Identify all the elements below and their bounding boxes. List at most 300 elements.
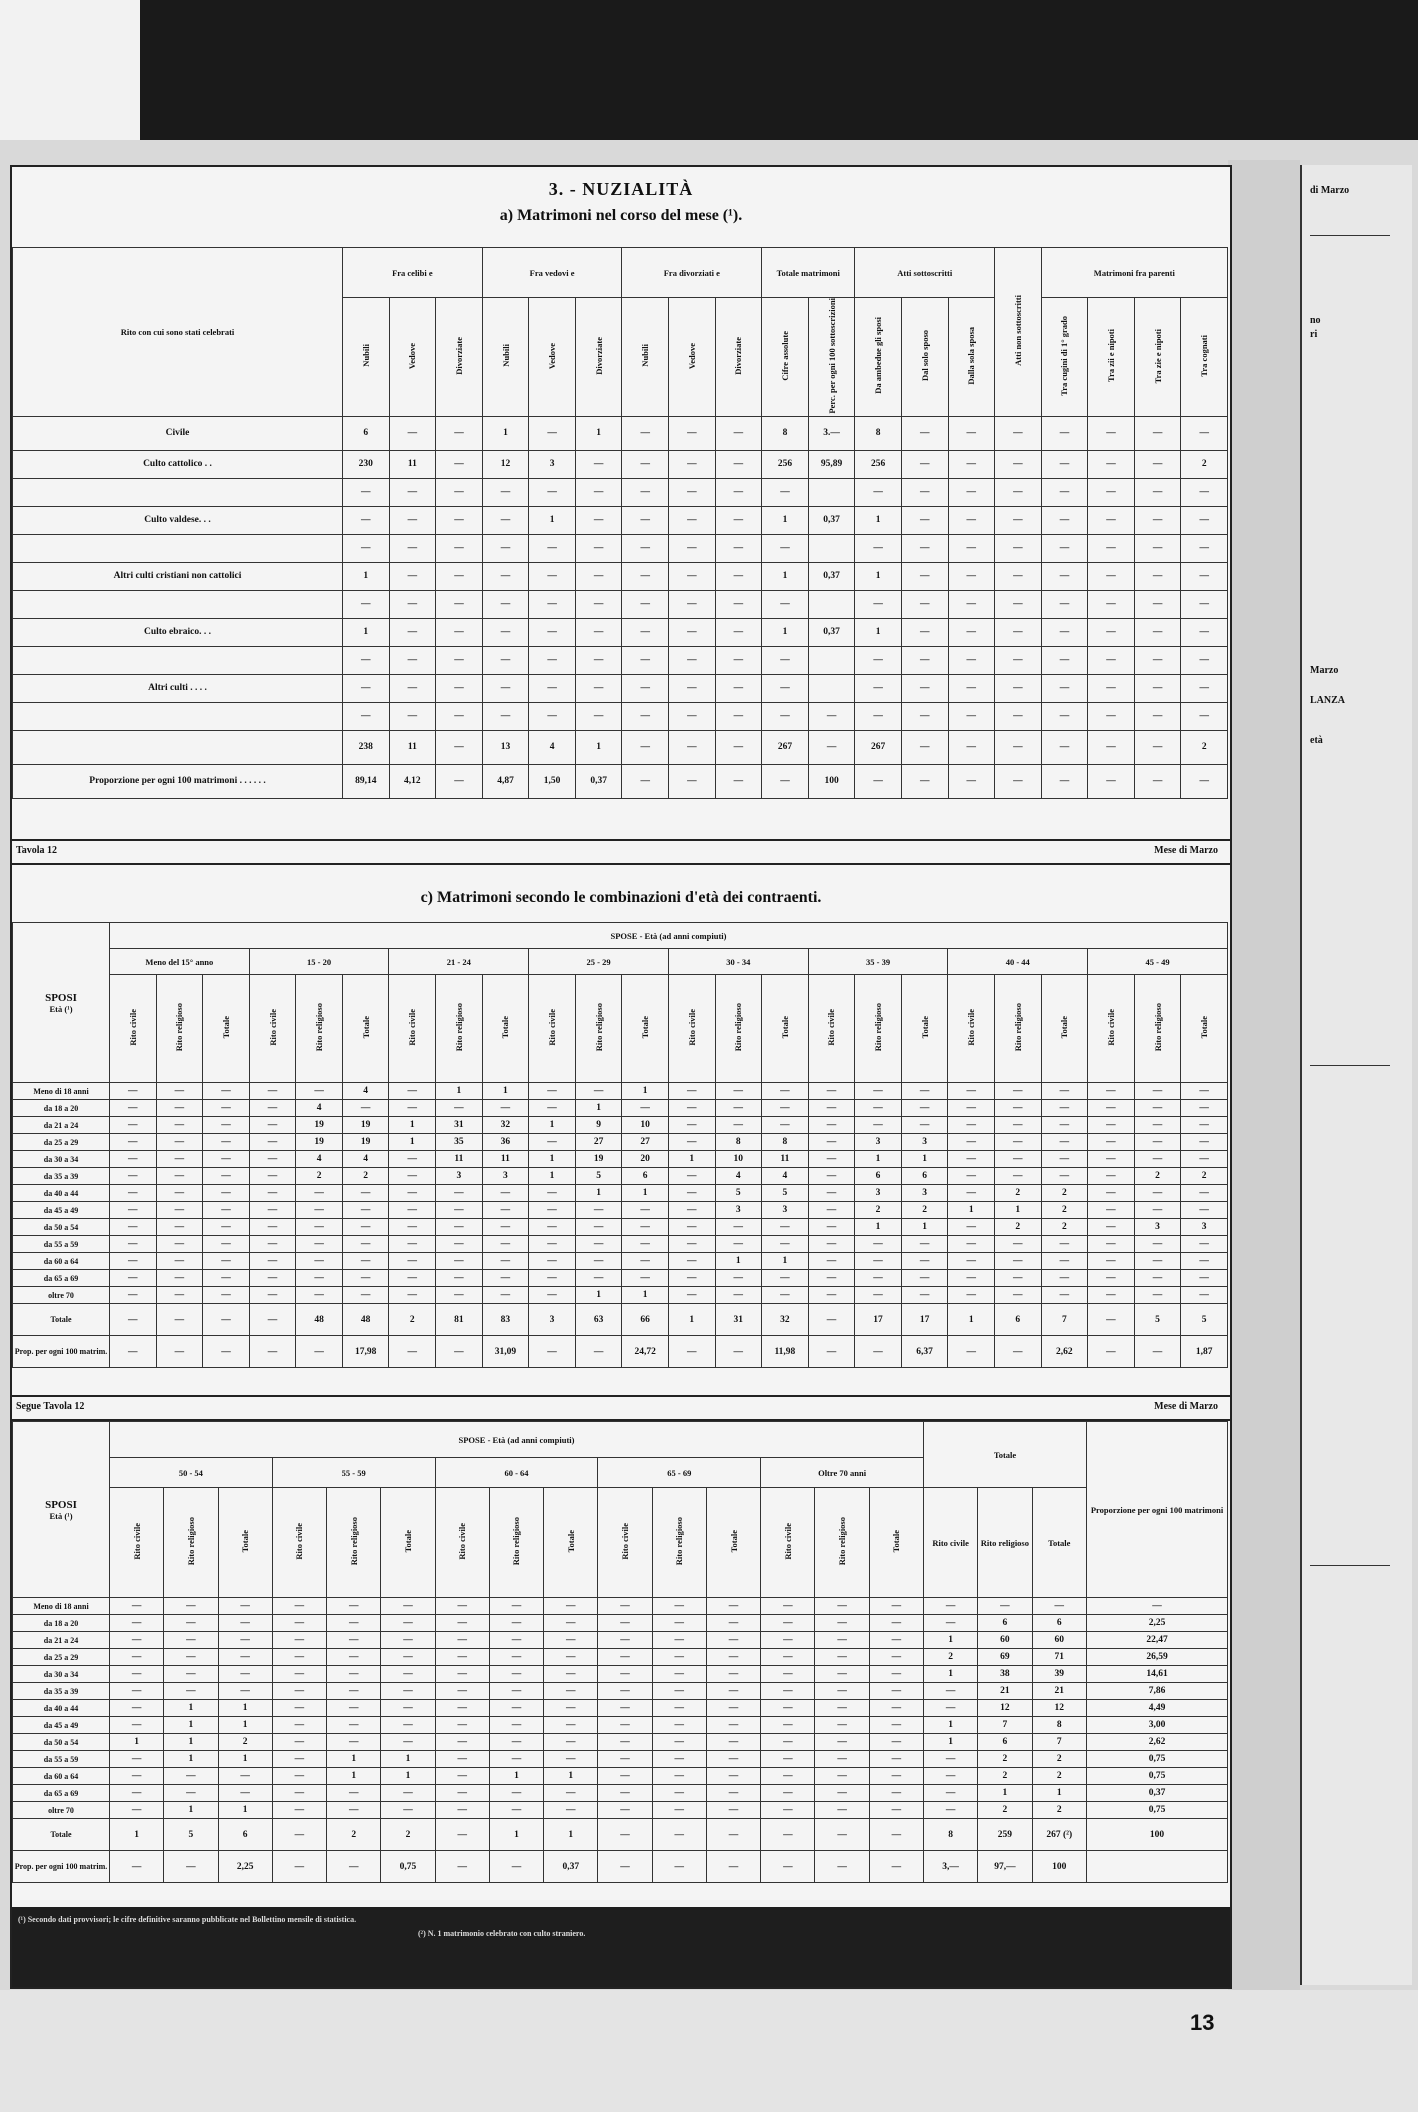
table-cell: — xyxy=(923,1615,977,1632)
table-cell: — xyxy=(808,1151,855,1168)
band-left: Segue Tavola 12 xyxy=(16,1401,85,1412)
table-cell: 267 (²) xyxy=(1032,1819,1086,1851)
table-cell: — xyxy=(652,1819,706,1851)
table-cell: 1 xyxy=(164,1802,218,1819)
table-cell: — xyxy=(808,1168,855,1185)
table-cell: — xyxy=(435,1785,489,1802)
table-cell: — xyxy=(110,1700,164,1717)
table-cell: — xyxy=(529,1219,576,1236)
table-cell: — xyxy=(296,1083,343,1100)
table-cell: — xyxy=(995,450,1042,478)
table-cell: — xyxy=(1088,1134,1135,1151)
table-cell: 1 xyxy=(762,562,809,590)
table-cell: — xyxy=(1088,1202,1135,1219)
table-cell: — xyxy=(715,534,762,562)
column-header xyxy=(855,298,902,417)
table-cell: — xyxy=(994,1270,1041,1287)
table-cell: — xyxy=(489,1649,543,1666)
row-label: da 60 a 64 xyxy=(13,1253,110,1270)
age-group-header: 65 - 69 xyxy=(598,1458,761,1488)
table-cell: — xyxy=(249,1219,296,1236)
table-cell: — xyxy=(815,1785,869,1802)
table-cell: — xyxy=(715,1100,762,1117)
table-cell: — xyxy=(575,478,622,506)
table-cell: — xyxy=(575,534,622,562)
table-cell: — xyxy=(342,1100,389,1117)
table-cell: — xyxy=(575,1219,622,1236)
table-cell: — xyxy=(436,764,483,798)
table-cell: — xyxy=(436,1100,483,1117)
table-cell: — xyxy=(575,674,622,702)
table-cell: — xyxy=(489,1632,543,1649)
table-row xyxy=(13,1851,1228,1883)
table-cell: 2 xyxy=(1181,1168,1228,1185)
table-cell: 63 xyxy=(575,1304,622,1336)
table-cell: — xyxy=(652,1717,706,1734)
table-cell: — xyxy=(164,1598,218,1615)
table-cell: — xyxy=(668,1185,715,1202)
table-cell: — xyxy=(110,1185,157,1202)
table-cell: — xyxy=(218,1598,272,1615)
table-cell: 1 xyxy=(715,1253,762,1270)
table-cell: — xyxy=(156,1253,203,1270)
table-cell: — xyxy=(1041,450,1088,478)
table-cell: — xyxy=(389,478,436,506)
table-cell: — xyxy=(272,1666,326,1683)
table-cell: — xyxy=(652,1768,706,1785)
table-cell: — xyxy=(156,1336,203,1368)
table-cell: — xyxy=(436,618,483,646)
table-cell: 6 xyxy=(994,1304,1041,1336)
group-header: Matrimoni fra parenti xyxy=(1041,248,1227,298)
document-page xyxy=(10,165,1232,1989)
table-cell: — xyxy=(815,1751,869,1768)
table-cell: — xyxy=(995,730,1042,764)
group-header: Totale matrimoni xyxy=(762,248,855,298)
sub-column-label: Rito civile xyxy=(826,1009,837,1046)
table-cell: — xyxy=(652,1785,706,1802)
spose-header: SPOSE - Età (ad anni compiuti) xyxy=(110,1422,924,1458)
table-cell: 0,75 xyxy=(381,1851,435,1883)
table-cell: 1 xyxy=(389,1117,436,1134)
table-cell: — xyxy=(529,1287,576,1304)
table-cell: 2 xyxy=(855,1202,902,1219)
table-cell: 60 xyxy=(978,1632,1032,1649)
adjacent-page-text: ri xyxy=(1310,329,1318,340)
table-cell: — xyxy=(203,1151,250,1168)
column-header xyxy=(1088,298,1135,417)
table-cell: — xyxy=(489,1734,543,1751)
table-cell: — xyxy=(436,1185,483,1202)
table-cell: — xyxy=(761,1802,815,1819)
table-cell: — xyxy=(156,1168,203,1185)
table-cell: 100 xyxy=(1087,1819,1228,1851)
table-cell: — xyxy=(342,1185,389,1202)
table-row xyxy=(13,764,1228,798)
table-cell: 48 xyxy=(296,1304,343,1336)
table-cell: — xyxy=(901,1083,948,1100)
table-cell: — xyxy=(1041,1270,1088,1287)
table-cell: — xyxy=(808,730,855,764)
table-cell: 12 xyxy=(978,1700,1032,1717)
table-cell: — xyxy=(761,1649,815,1666)
table-cell: — xyxy=(327,1615,381,1632)
sub-column-label: Rito religioso xyxy=(837,1517,848,1566)
table-cell: — xyxy=(544,1683,598,1700)
table-cell: — xyxy=(203,1100,250,1117)
age-group-header: 21 - 24 xyxy=(389,949,529,975)
table-cell: — xyxy=(622,702,669,730)
table-cell: — xyxy=(249,1151,296,1168)
table-cell: — xyxy=(575,590,622,618)
table-cell: — xyxy=(218,1683,272,1700)
table-cell: — xyxy=(706,1751,760,1768)
sub-column-label: Totale xyxy=(1059,1016,1070,1039)
column-header xyxy=(529,298,576,417)
table-row xyxy=(13,478,1228,506)
table-cell: 2 xyxy=(994,1219,1041,1236)
table-cell: 6 xyxy=(218,1819,272,1851)
table-cell: — xyxy=(652,1751,706,1768)
table-cell: — xyxy=(389,590,436,618)
table-cell: — xyxy=(869,1649,923,1666)
table-cell: — xyxy=(1088,646,1135,674)
table-cell: — xyxy=(1041,590,1088,618)
table-cell: — xyxy=(706,1819,760,1851)
table-cell: — xyxy=(482,618,529,646)
table-cell: — xyxy=(706,1683,760,1700)
adjacent-page-text: LANZA xyxy=(1310,695,1346,706)
table-cell: — xyxy=(1134,1236,1181,1253)
age-group-header: 35 - 39 xyxy=(808,949,948,975)
table-cell: — xyxy=(164,1785,218,1802)
sub-column-header xyxy=(489,1488,543,1598)
table-cell: — xyxy=(529,1253,576,1270)
table-cell: — xyxy=(110,1117,157,1134)
table-cell: — xyxy=(855,590,902,618)
sposi-header xyxy=(13,923,110,1083)
table-cell: — xyxy=(669,416,716,450)
table-cell: — xyxy=(529,1236,576,1253)
table-cell: — xyxy=(327,1717,381,1734)
table-cell: 2 xyxy=(1032,1768,1086,1785)
table-cell: — xyxy=(327,1666,381,1683)
age-group-header: 55 - 59 xyxy=(272,1458,435,1488)
column-header-label: Divorziate xyxy=(593,336,604,375)
table-cell: 5 xyxy=(1181,1304,1228,1336)
table-cell: — xyxy=(668,1100,715,1117)
table-cell: — xyxy=(489,1683,543,1700)
table-cell: — xyxy=(1134,1185,1181,1202)
table-cell: 2 xyxy=(1032,1751,1086,1768)
table-cell: — xyxy=(544,1717,598,1734)
table-cell: — xyxy=(706,1851,760,1883)
table-cell: 6,37 xyxy=(901,1336,948,1368)
table-cell: — xyxy=(622,450,669,478)
row-label: da 35 a 39 xyxy=(13,1683,110,1700)
table-cell: 259 xyxy=(978,1819,1032,1851)
table-cell: — xyxy=(1088,674,1135,702)
table-cell: 69 xyxy=(978,1649,1032,1666)
table-band xyxy=(12,1395,1230,1421)
table-cell: — xyxy=(652,1700,706,1717)
table-cell: — xyxy=(762,1117,809,1134)
table-cell: — xyxy=(869,1751,923,1768)
table-cell: 1 xyxy=(855,1151,902,1168)
table-cell: — xyxy=(381,1785,435,1802)
table-cell: 8 xyxy=(762,416,809,450)
table-cell: — xyxy=(869,1632,923,1649)
table-cell: 3 xyxy=(529,450,576,478)
table-cell: 5 xyxy=(1134,1304,1181,1336)
adjacent-page-edge xyxy=(1300,165,1412,1985)
table-row xyxy=(13,416,1228,450)
table-row xyxy=(13,1666,1228,1683)
table-cell: — xyxy=(1088,1219,1135,1236)
table-cell: — xyxy=(761,1751,815,1768)
table-cell: — xyxy=(761,1615,815,1632)
table-cell: — xyxy=(622,1219,669,1236)
table-cell: — xyxy=(808,702,855,730)
table-cell: — xyxy=(249,1270,296,1287)
table-cell: — xyxy=(575,1202,622,1219)
table-cell: — xyxy=(435,1851,489,1883)
age-group-header: 60 - 64 xyxy=(435,1458,598,1488)
eta-label: Età (¹) xyxy=(49,1510,73,1521)
table-cell: — xyxy=(669,534,716,562)
table-cell: — xyxy=(1041,416,1088,450)
adjacent-page-text: età xyxy=(1310,735,1323,746)
table-cell: 0,75 xyxy=(1087,1751,1228,1768)
table-cell: — xyxy=(652,1683,706,1700)
column-header xyxy=(901,298,948,417)
group-header xyxy=(995,248,1042,417)
table-cell: — xyxy=(529,646,576,674)
table-cell: — xyxy=(869,1615,923,1632)
table-cell: 11 xyxy=(389,730,436,764)
row-label: da 25 a 29 xyxy=(13,1134,110,1151)
column-header-label: Dalla sola sposa xyxy=(966,326,977,385)
totale-sub-header: Rito religioso xyxy=(978,1488,1032,1598)
table-cell: — xyxy=(1134,674,1181,702)
table-cell: 0,37 xyxy=(575,764,622,798)
table-cell: — xyxy=(1181,1083,1228,1100)
table-cell: — xyxy=(923,1598,977,1615)
table-cell: — xyxy=(575,618,622,646)
table-cell: — xyxy=(715,478,762,506)
table-row xyxy=(13,1151,1228,1168)
table-cell: — xyxy=(761,1700,815,1717)
table-age-combinations-2 xyxy=(12,1421,1228,1883)
table-cell: 36 xyxy=(482,1134,529,1151)
table-cell: — xyxy=(110,1632,164,1649)
sub-column-header xyxy=(272,1488,326,1598)
column-header-label: Dal solo sposo xyxy=(919,330,930,382)
table-cell: 60 xyxy=(1032,1632,1086,1649)
table-cell: — xyxy=(489,1785,543,1802)
table-cell: — xyxy=(715,590,762,618)
table-cell: 5 xyxy=(575,1168,622,1185)
table-cell: — xyxy=(1134,590,1181,618)
sub-column-header xyxy=(156,975,203,1083)
sub-column-header xyxy=(855,975,902,1083)
table-cell: — xyxy=(1088,1100,1135,1117)
table-cell: — xyxy=(389,674,436,702)
table-cell: 3,00 xyxy=(1087,1717,1228,1734)
table-cell: — xyxy=(669,730,716,764)
table-cell: 6 xyxy=(978,1615,1032,1632)
table-cell: — xyxy=(995,618,1042,646)
table-cell: — xyxy=(995,590,1042,618)
table-cell: 19 xyxy=(342,1134,389,1151)
table-cell: — xyxy=(761,1819,815,1851)
table-cell: — xyxy=(1181,562,1228,590)
table-row xyxy=(13,1717,1228,1734)
table-cell: — xyxy=(669,562,716,590)
table-cell: — xyxy=(343,534,390,562)
table-cell: 1 xyxy=(164,1717,218,1734)
table-cell: — xyxy=(436,1202,483,1219)
row-label: da 45 a 49 xyxy=(13,1717,110,1734)
table-cell: — xyxy=(327,1683,381,1700)
table-cell: — xyxy=(622,674,669,702)
table-cell: — xyxy=(436,1219,483,1236)
row-label: da 65 a 69 xyxy=(13,1785,110,1802)
table-cell: 10 xyxy=(622,1117,669,1134)
table-cell: — xyxy=(489,1598,543,1615)
sub-column-header xyxy=(529,975,576,1083)
table-cell: — xyxy=(622,730,669,764)
table-cell: — xyxy=(978,1598,1032,1615)
table-cell: — xyxy=(598,1802,652,1819)
table-cell: — xyxy=(762,674,809,702)
table-cell: — xyxy=(901,646,948,674)
table-cell: 1 xyxy=(389,1134,436,1151)
table-cell: — xyxy=(622,534,669,562)
table-cell: — xyxy=(855,1287,902,1304)
table-cell: — xyxy=(249,1304,296,1336)
row-label: da 55 a 59 xyxy=(13,1236,110,1253)
table-cell: — xyxy=(272,1851,326,1883)
sub-column-label: Rito civile xyxy=(620,1523,631,1560)
table-cell: — xyxy=(995,764,1042,798)
table-cell: — xyxy=(544,1598,598,1615)
table-cell: 2,62 xyxy=(1087,1734,1228,1751)
table-cell: — xyxy=(622,416,669,450)
table-cell: — xyxy=(669,450,716,478)
table-cell: 238 xyxy=(343,730,390,764)
column-header-label: Nubili xyxy=(640,344,651,368)
table-cell: 11 xyxy=(389,450,436,478)
table-cell: 3 xyxy=(482,1168,529,1185)
table-cell: — xyxy=(110,1802,164,1819)
adjacent-page-rule xyxy=(1310,1065,1390,1066)
table-cell: — xyxy=(110,1683,164,1700)
table-cell: — xyxy=(110,1851,164,1883)
sub-column-label: Rito civile xyxy=(267,1009,278,1046)
row-label: da 50 a 54 xyxy=(13,1734,110,1751)
table-cell: — xyxy=(622,646,669,674)
table-cell: — xyxy=(327,1700,381,1717)
sub-column-header xyxy=(869,1488,923,1598)
table-cell: — xyxy=(762,1270,809,1287)
table-cell: — xyxy=(901,730,948,764)
row-label: da 30 a 34 xyxy=(13,1666,110,1683)
sub-column-label: Rito religioso xyxy=(314,1003,325,1052)
table-cell: — xyxy=(272,1734,326,1751)
table-cell: — xyxy=(1088,730,1135,764)
table-cell: — xyxy=(575,1083,622,1100)
table-cell: — xyxy=(995,702,1042,730)
table-cell: — xyxy=(668,1236,715,1253)
sub-column-header xyxy=(389,975,436,1083)
table-cell: — xyxy=(948,702,995,730)
table-cell: — xyxy=(1181,1117,1228,1134)
table-cell: 2 xyxy=(296,1168,343,1185)
row-label: Meno di 18 anni xyxy=(13,1083,110,1100)
sub-column-header xyxy=(715,975,762,1083)
band-right: Mese di Marzo xyxy=(1154,1401,1218,1412)
table-cell: — xyxy=(855,1270,902,1287)
table-cell: 3 xyxy=(529,1304,576,1336)
table-cell: — xyxy=(164,1632,218,1649)
column-header xyxy=(575,298,622,417)
table-cell: — xyxy=(1088,1304,1135,1336)
table-cell: — xyxy=(761,1598,815,1615)
table-cell: — xyxy=(156,1185,203,1202)
table-cell: — xyxy=(389,1270,436,1287)
table-cell: — xyxy=(435,1819,489,1851)
table-cell: 24,72 xyxy=(622,1336,669,1368)
table-cell: — xyxy=(381,1598,435,1615)
table-cell: — xyxy=(994,1134,1041,1151)
adjacent-page-rule xyxy=(1310,1565,1390,1566)
table-cell: — xyxy=(575,1253,622,1270)
column-header-label: Da ambedue gli sposi xyxy=(873,317,884,395)
table-cell: — xyxy=(1041,702,1088,730)
column-header-label: Divorziate xyxy=(453,336,464,375)
table-cell: 1 xyxy=(901,1219,948,1236)
age-group-header: 15 - 20 xyxy=(249,949,389,975)
table-cell: — xyxy=(815,1700,869,1717)
table-cell: — xyxy=(272,1649,326,1666)
table-row xyxy=(13,618,1228,646)
table-cell: — xyxy=(436,1270,483,1287)
table-cell: — xyxy=(575,1336,622,1368)
table-cell: — xyxy=(622,1202,669,1219)
table-cell: 4 xyxy=(296,1151,343,1168)
table-cell: — xyxy=(598,1717,652,1734)
sposi-header xyxy=(13,1422,110,1598)
table-cell: — xyxy=(808,1253,855,1270)
table-cell: — xyxy=(1088,618,1135,646)
table-cell: — xyxy=(389,1151,436,1168)
table-cell: 8 xyxy=(1032,1717,1086,1734)
table-cell: 97,— xyxy=(978,1851,1032,1883)
sub-column-header xyxy=(622,975,669,1083)
row-label: da 65 a 69 xyxy=(13,1270,110,1287)
table-cell: — xyxy=(249,1336,296,1368)
group-header: Fra divorziati e xyxy=(622,248,762,298)
table-cell: 1 xyxy=(575,416,622,450)
table-cell: — xyxy=(529,590,576,618)
table-cell: 6 xyxy=(978,1734,1032,1751)
row-label: Proporzione per ogni 100 matrimoni . . . . . . xyxy=(13,764,343,798)
table-cell: — xyxy=(668,1134,715,1151)
table-cell: 100 xyxy=(808,764,855,798)
table-cell: — xyxy=(203,1270,250,1287)
row-label xyxy=(13,534,343,562)
